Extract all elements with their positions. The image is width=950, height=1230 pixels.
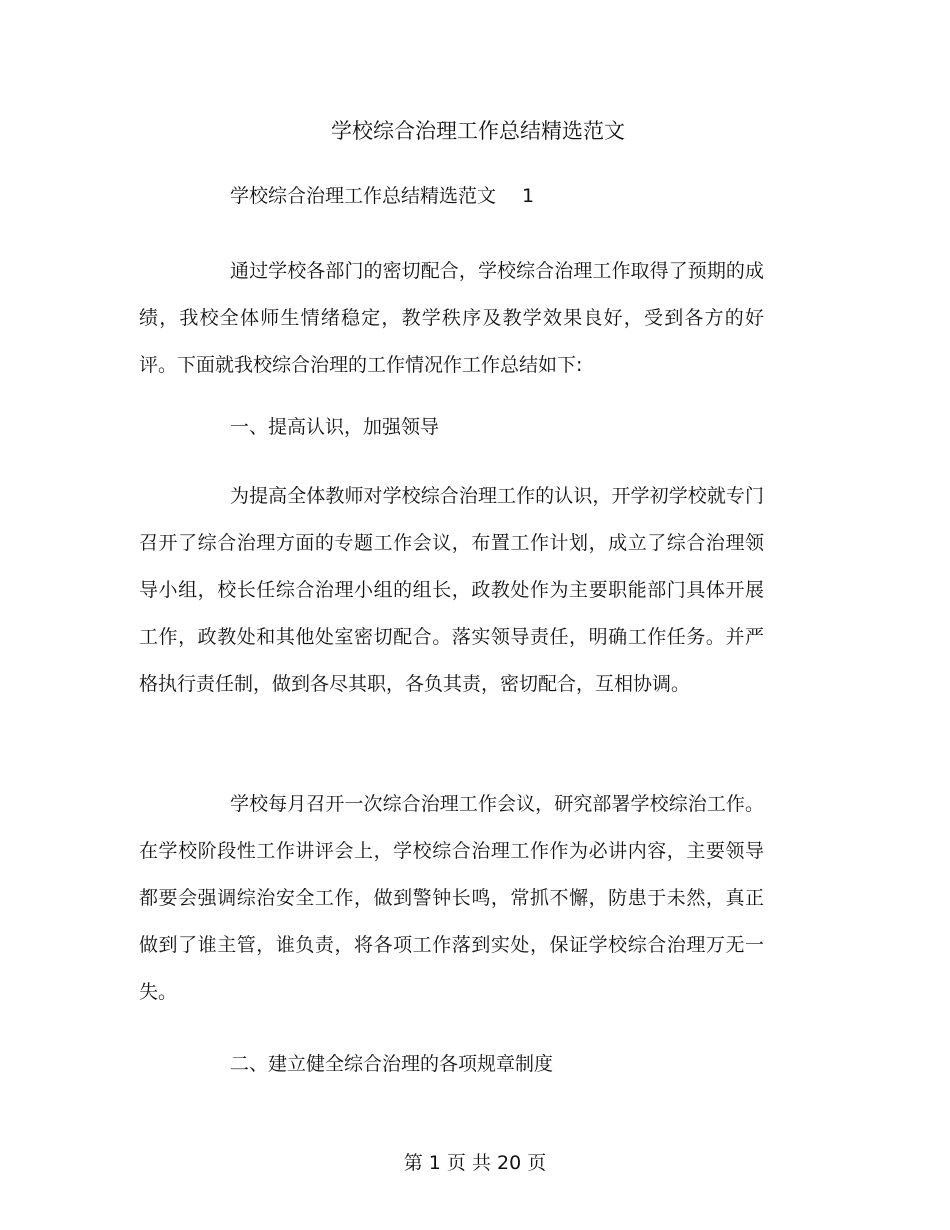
document-title: 学校综合治理工作总结精选范文 <box>331 119 625 143</box>
paragraph-intro: 通过学校各部门的密切配合，学校综合治理工作取得了预期的成绩，我校全体师生情绪稳定，教学秩序及教学效果良好，受到各方的好评。下面就我校综合治理的工作情况作工作总结如下: <box>139 260 764 376</box>
paragraph-leadership: 为提高全体教师对学校综合治理工作的认识，开学初学校就专门召开了综合治理方面的专题工作会议，布置工作计划，成立了综合治理领导小组，校长任综合治理小组的组长，政教处作为主要职能部门具体开展工作，政教处和其他处室密切配合。落实领导责任，明确工作任务。并严格执行责任制，做到各尽其职，各负其责，密切配合，互相协调。 <box>139 485 764 695</box>
section-heading-1: 一、提高认识，加强领导 <box>230 416 440 438</box>
paragraph-monthly-meeting: 学校每月召开一次综合治理工作会议，研究部署学校综治工作。在学校阶段性工作讲评会上，学校综合治理工作作为必讲内容，主要领导都要会强调综治安全工作，做到警钟长鸣，常抓不懈，防患于未然，真正做到了谁主管，谁负责，将各项工作落到实处，保证学校综合治理万无一失。 <box>139 793 764 1003</box>
subtitle-number: 1 <box>522 185 535 207</box>
section-heading-2: 二、建立健全综合治理的各项规章制度 <box>230 1053 554 1075</box>
document-subtitle <box>230 179 534 213</box>
page-footer: 第 1 页 共 20 页 <box>403 1152 547 1174</box>
subtitle-text: 学校综合治理工作总结精选范文 <box>230 185 497 207</box>
